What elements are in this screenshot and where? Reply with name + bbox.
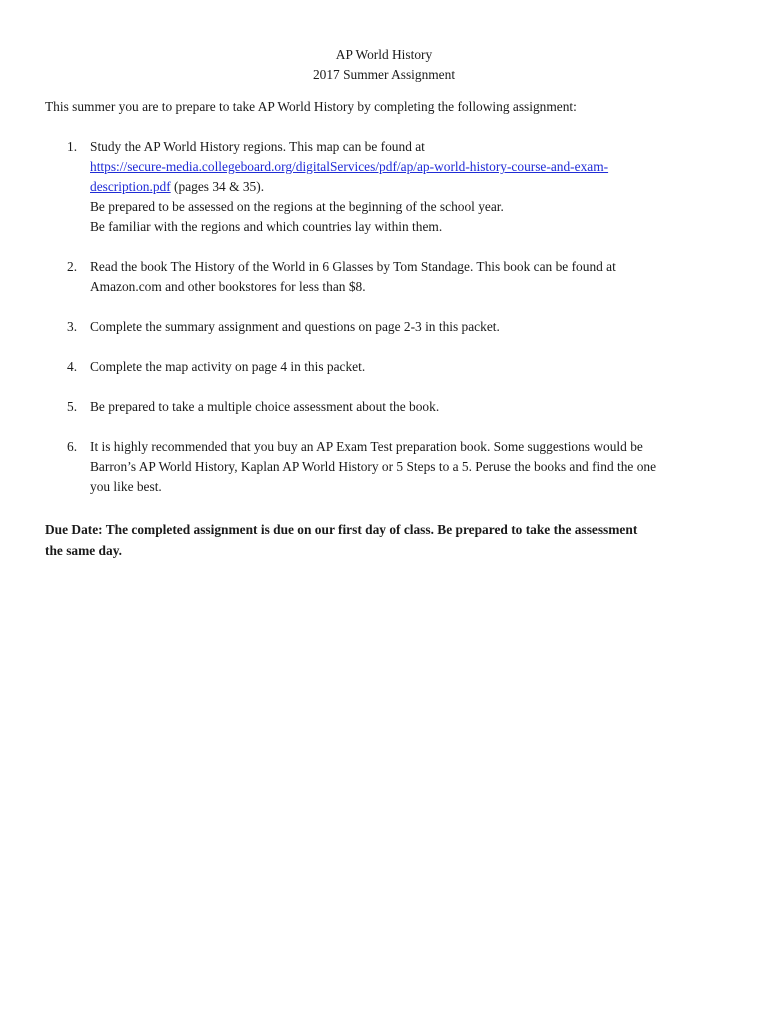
item-text-line: [90, 177, 735, 197]
item-text: It is highly recommended that you buy an AP Exam Test preparation book. Some suggestions would be: [90, 439, 643, 454]
document-title: AP World History: [335, 47, 433, 62]
item-number: 5.: [67, 399, 78, 414]
item-text: you like best.: [90, 479, 162, 494]
assignment-list: [45, 137, 735, 517]
item-number: 2.: [67, 259, 78, 274]
item-text: Be familiar with the regions and which countries lay within them.: [90, 219, 443, 234]
collegeboard-link-continued[interactable]: description.pdf: [90, 179, 171, 194]
list-item: [45, 317, 735, 337]
item-number: 6.: [67, 439, 78, 454]
list-item: [45, 397, 735, 417]
item-text: Amazon.com and other bookstores for less than $8.: [90, 279, 366, 294]
item-text: Be prepared to be assessed on the regions at the beginning of the school year.: [90, 199, 504, 214]
pages-reference: (pages 34 & 35).: [170, 179, 265, 194]
due-date-text: Due Date: The completed assignment is due on our first day of class. Be prepared to take the assessment: [45, 522, 638, 537]
list-item: [45, 257, 735, 297]
collegeboard-link[interactable]: https://secure-media.collegeboard.org/digitalServices/pdf/ap/ap-world-history-course-and-exam-: [90, 159, 609, 174]
document-subtitle: 2017 Summer Assignment: [312, 67, 456, 82]
item-text: Be prepared to take a multiple choice assessment about the book.: [90, 399, 440, 414]
list-item: [45, 437, 735, 497]
item-text-line: [90, 157, 735, 177]
item-number: 3.: [67, 319, 78, 334]
due-date-text-continued: the same day.: [45, 543, 122, 558]
item-number: 4.: [67, 359, 78, 374]
list-item: [45, 137, 735, 237]
list-item: [45, 357, 735, 377]
due-date-note: [45, 519, 725, 561]
intro-paragraph: This summer you are to prepare to take AP World History by completing the following assignment:: [45, 99, 577, 114]
item-text: Complete the map activity on page 4 in this packet.: [90, 359, 366, 374]
item-number: 1.: [67, 139, 78, 154]
item-text: Read the book The History of the World in 6 Glasses by Tom Standage. This book can be found at: [90, 259, 616, 274]
document-header: [0, 45, 768, 85]
item-text: Study the AP World History regions. This map can be found at: [90, 139, 425, 154]
item-text: Complete the summary assignment and questions on page 2-3 in this packet.: [90, 319, 500, 334]
item-text: Barron’s AP World History, Kaplan AP World History or 5 Steps to a 5. Peruse the books and find the one: [90, 459, 657, 474]
